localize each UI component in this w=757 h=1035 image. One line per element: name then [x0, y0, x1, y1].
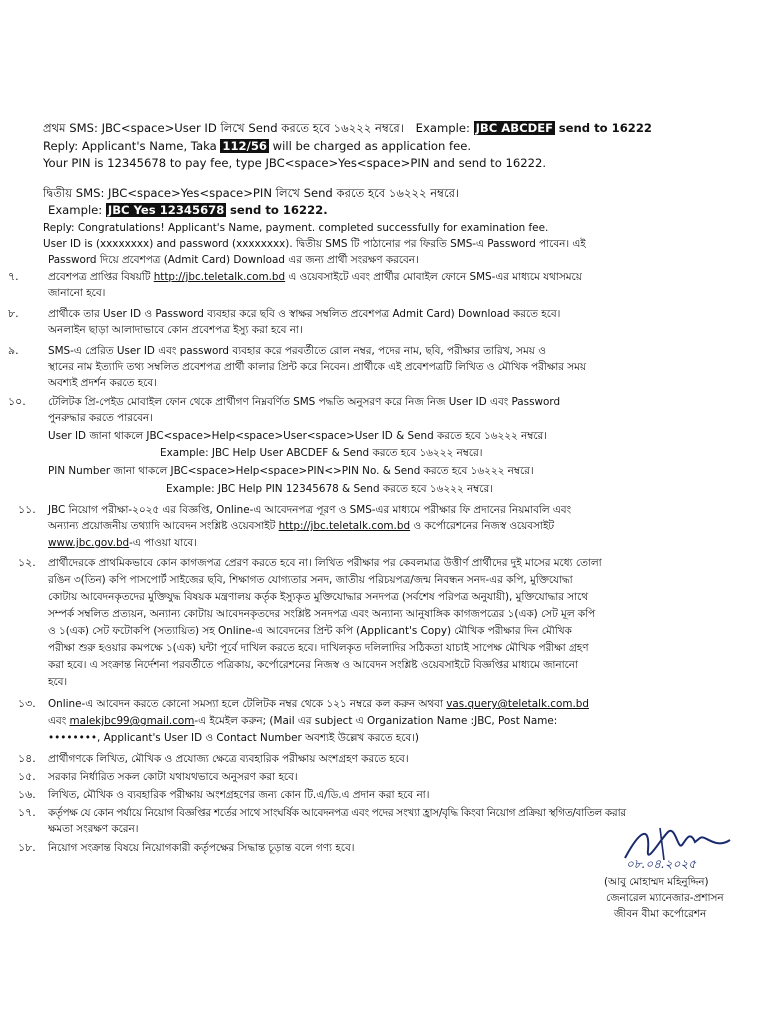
item-12-line: কোটায় আবেদনকৃতদের মুক্তিযুদ্ধ বিষয়ক মন্ত্রণালয় কর্তৃক ইস্যুকৃত মুক্তিযোদ্ধার সনদপত্র (সর্বশেষ পরিপত্র অনুযায়ী), মুক্তিযোদ্ধার সাথে — [48, 591, 589, 603]
item-14-line-1: প্রার্থীগণকে লিখিত, মৌখিক ও প্রযোজ্য ক্ষেত্রে ব্যবহারিক পরীক্ষায় অংশগ্রহণ করতে হবে। — [48, 753, 409, 765]
signatory-designation: জেনারেল ম্যানেজার-প্রশাসন — [606, 892, 724, 904]
item-12-line: ও ১(এক) সেট ফটোকপি (সত্যায়িত) সহ Online-এ আবেদনের প্রিন্ট কপি (Applicant's Copy) মৌখিক পরীক্ষার দিন মৌখিক — [48, 625, 572, 637]
signature-date: ০৮.০৪.২০২৫ — [626, 857, 697, 871]
item-16-number: ১৬. — [18, 788, 36, 801]
item-17-line-2: ক্ষমতা সংরক্ষণ করেন। — [48, 823, 139, 835]
sms2-userid-line: User ID is (xxxxxxxx) and password (xxxxxxxx). দ্বিতীয় SMS টি পাঠানোর পর ফিরতি SMS-এ Password পাবেন। এই — [43, 238, 586, 250]
item-13-text-b: এবং — [48, 715, 70, 727]
item-16-line-1: লিখিত, মৌখিক ও ব্যবহারিক পরীক্ষায় অংশগ্রহণের জন্য কোন টি.এ/ডি.এ প্রদান করা হবে না। — [48, 789, 430, 801]
item-17-line-1: কর্তৃপক্ষ যে কোন পর্যায়ে নিয়োগ বিজ্ঞপ্তির শর্তের সাথে সাংঘর্ষিক আবেদনপত্র এবং পদের সংখ্যা হ্রাস/বৃদ্ধি কিংবা নিয়োগ প্রক্রিয়া স্থগিত/বাতিল করার — [48, 807, 626, 819]
item-13-email-teletalk[interactable]: vas.query@teletalk.com.bd — [446, 698, 589, 710]
item-9-number: ৯. — [8, 344, 19, 357]
item-18-line-1: নিয়োগ সংক্রান্ত বিষয়ে নিয়োগকারী কর্তৃপক্ষের সিদ্ধান্ত চূড়ান্ত বলে গণ্য হবে। — [48, 842, 355, 854]
item-12-line: প্রার্থীদেরকে প্রাথমিকভাবে কোন কাগজপত্র প্রেরণ করতে হবে না। লিখিত পরীক্ষার পর কেবলমাত্র উত্তীর্ণ প্রার্থীদের দুই মাসের মধ্যে তোলা — [48, 557, 602, 569]
item-11-line-3 — [48, 536, 197, 550]
sms1-pin-line: Your PIN is 12345678 to pay fee, type JBC<space>Yes<space>PIN and send to 16222. — [43, 156, 547, 170]
sms1-reply-post: will be charged as application fee. — [272, 139, 472, 153]
sms2-example-code: JBC Yes 12345678 — [107, 203, 225, 217]
sms2-example-tail: send to 16222. — [229, 203, 328, 217]
item-15-line-1: সরকার নির্ধারিত সকল কোটা যথাযথভাবে অনুসরণ করা হবে। — [48, 771, 298, 783]
item-10-line-6: Example: JBC Help PIN 12345678 & Send করতে হবে ১৬২২২ নম্বরে। — [166, 483, 493, 495]
item-7-line-1 — [48, 270, 582, 284]
item-12-line: সম্পর্ক সম্বলিত প্রত্যয়ন, অন্যান্য কোটায় আবেদনকৃতদের সংশ্লিষ্ট সনদপত্র এবং অন্যান্য আনুষাঙ্গিক কাগজপত্রের ১(এক) সেট মূল কপি — [48, 608, 596, 620]
item-11-link[interactable]: http://jbc.teletalk.com.bd — [278, 520, 411, 532]
item-13-line-1 — [48, 697, 589, 711]
item-13-text-a: Online-এ আবেদন করতে কোনো সমস্যা হলে টেলিটক নম্বর থেকে ১২১ নম্বরে কল করুন অথবা — [48, 698, 447, 710]
sms2-reply: Reply: Congratulations! Applicant's Name, payment. completed successfully for examination fee. — [43, 222, 549, 234]
sms1-fee: 112/56 — [222, 139, 267, 153]
item-10-line-3: User ID জানা থাকলে JBC<space>Help<space>User<space>User ID & Send করতে হবে ১৬২২২ নম্বরে। — [48, 430, 547, 442]
item-15-number: ১৫. — [18, 770, 36, 783]
item-11-number: ১১. — [18, 503, 36, 516]
item-10-line-4: Example: JBC Help User ABCDEF & Send করতে হবে ১৬২২২ নম্বরে। — [160, 447, 483, 459]
sms1-reply — [43, 139, 471, 153]
sms1-reply-pre: Reply: Applicant's Name, Taka — [43, 139, 217, 153]
item-10-line-5: PIN Number জানা থাকলে JBC<space>Help<space>PIN<>PIN No. & Send করতে হবে ১৬২২২ নম্বরে। — [48, 465, 534, 477]
item-7-text-a: প্রবেশপত্র প্রাপ্তির বিষয়টি — [48, 271, 154, 283]
item-12-line: পরীক্ষা শুরু হওয়ার কমপক্ষে ১(এক) ঘন্টা পূর্বে দাখিল করতে হবে। দাখিলকৃত দলিলাদির সঠিকতা যাচাই সাপেক্ষ মৌখিক পরীক্ষা গ্রহণ — [48, 642, 589, 654]
item-12-number: ১২. — [18, 556, 36, 569]
item-10-number: ১০. — [8, 395, 26, 408]
item-9-line-2: স্থানের নাম ইত্যাদি তথ্য সম্বলিত প্রবেশপত্র প্রার্থী কালার প্রিন্ট করে নিবেন। প্রার্থীকে এই প্রবেশপত্রটি লিখিত ও মৌখিক পরীক্ষার সময় — [48, 361, 587, 373]
item-13-text-c: -এ ইমেইল করুন; (Mail এর subject এ Organization Name :JBC, Post Name: — [194, 715, 558, 727]
item-10-line-2: পুনরুদ্ধার করতে পারবেন। — [48, 412, 153, 424]
item-7-link[interactable]: http://jbc.teletalk.com.bd — [153, 271, 286, 283]
item-8-line-1: প্রার্থীকে তার User ID ও Password ব্যবহার করে ছবি ও স্বাক্ষর সম্বলিত প্রবেশপত্র Admit Card) Download করতে হবে। — [48, 308, 561, 320]
item-13-line-2 — [48, 714, 557, 728]
item-14-number: ১৪. — [18, 752, 36, 765]
sms1-example-label: Example: — [415, 121, 470, 135]
sms1-line — [43, 121, 652, 135]
sms2-example — [48, 203, 328, 217]
sms2-password-line: Password দিয়ে প্রবেশপত্র (Admit Card) Download এর জন্য প্রার্থী সংরক্ষণ করবেন। — [48, 254, 419, 266]
item-10-line-1: টেলিটক প্রি-পেইড মোবাইল ফোন থেকে প্রার্থীগণ নিম্নবর্ণিত SMS পদ্ধতি অনুসরণ করে নিজ নিজ User ID এবং Password — [48, 396, 561, 408]
item-11-text-a: অন্যান্য প্রয়োজনীয় তথ্যাদি আবেদন সংশ্লিষ্ট ওয়েবসাইট — [48, 520, 279, 532]
signatory-name: (আবু মোহাম্মদ মহিনুদ্দিন) — [604, 876, 709, 888]
signatory-organization: জীবন বীমা কর্পোরেশন — [614, 908, 707, 920]
item-8-number: ৮. — [8, 307, 19, 320]
item-12-line: হবে। — [48, 676, 68, 688]
sms1-instruction: প্রথম SMS: JBC<space>User ID লিখে Send করতে হবে ১৬২২২ নম্বরে। — [43, 121, 404, 135]
item-9-line-3: অবশ্যই প্রদর্শন করতে হবে। — [48, 377, 157, 389]
item-13-email-jbc[interactable]: malekjbc99@gmail.com — [69, 715, 195, 727]
item-11-site-link[interactable]: www.jbc.gov.bd — [48, 537, 130, 549]
item-11-text-b: ও কর্পোরেশনের নিজস্ব ওয়েবসাইট — [410, 520, 555, 532]
item-7-line-2: জানানো হবে। — [48, 287, 106, 299]
sms2-instruction: দ্বিতীয় SMS: JBC<space>Yes<space>PIN লিখে Send করতে হবে ১৬২২২ নম্বরে। — [43, 186, 460, 200]
item-11-line-1: JBC নিয়োগ পরীক্ষা-২০২৫ এর বিজ্ঞপ্তি, Online-এ আবেদনপত্র পূরণ ও SMS-এর মাধ্যমে পরীক্ষার ফি প্রদানের নিয়মাবলি এবং — [48, 504, 572, 516]
sms1-example-tail: send to 16222 — [558, 121, 652, 135]
item-11-text-c: -এ পাওয়া যাবে। — [129, 537, 197, 549]
item-18-number: ১৮. — [18, 841, 36, 854]
item-12-line: করা হবে। এ সংক্রান্ত নির্দেশনা পরবর্তীতে পত্রিকায়, কর্পোরেশনের নিজস্ব ও আবেদন সংশ্লিষ্ট ওয়েবসাইটে বিজ্ঞপ্তির মাধ্যমে জানানো — [48, 659, 579, 671]
item-8-line-2: অনলাইন ছাড়া আলাদাভাবে কোন প্রবেশপত্র ইস্যু করা হবে না। — [48, 324, 303, 336]
sms2-example-label: Example: — [48, 203, 103, 217]
item-7-text-b: এ ওয়েবসাইটে এবং প্রার্থীর মোবাইল ফোনে SMS-এর মাধ্যমে যথাসময়ে — [285, 271, 582, 283]
item-7-number: ৭. — [8, 270, 19, 283]
item-13-line-3: ••••••••, Applicant's User ID ও Contact Number অবশ্যই উল্লেখ করতে হবে।) — [48, 732, 419, 744]
item-17-number: ১৭. — [18, 806, 36, 819]
sms1-example-code: JBC ABCDEF — [475, 121, 554, 135]
item-13-number: ১৩. — [18, 697, 36, 710]
item-11-line-2 — [48, 519, 554, 533]
item-9-line-1: SMS-এ প্রেরিত User ID এবং password ব্যবহার করে পরবর্তীতে রোল নম্বর, পদের নাম, ছবি, পরীক্ষার তারিখ, সময় ও — [48, 345, 546, 357]
item-12-line: রঙিন ৩(তিন) কপি পাসপোর্ট সাইজের ছবি, শিক্ষাগত যোগ্যতার সনদ, জাতীয় পরিচয়পত্র/জন্ম নিবন্ধন সনদ-এর কপি, মুক্তিযোদ্ধা — [48, 574, 573, 586]
